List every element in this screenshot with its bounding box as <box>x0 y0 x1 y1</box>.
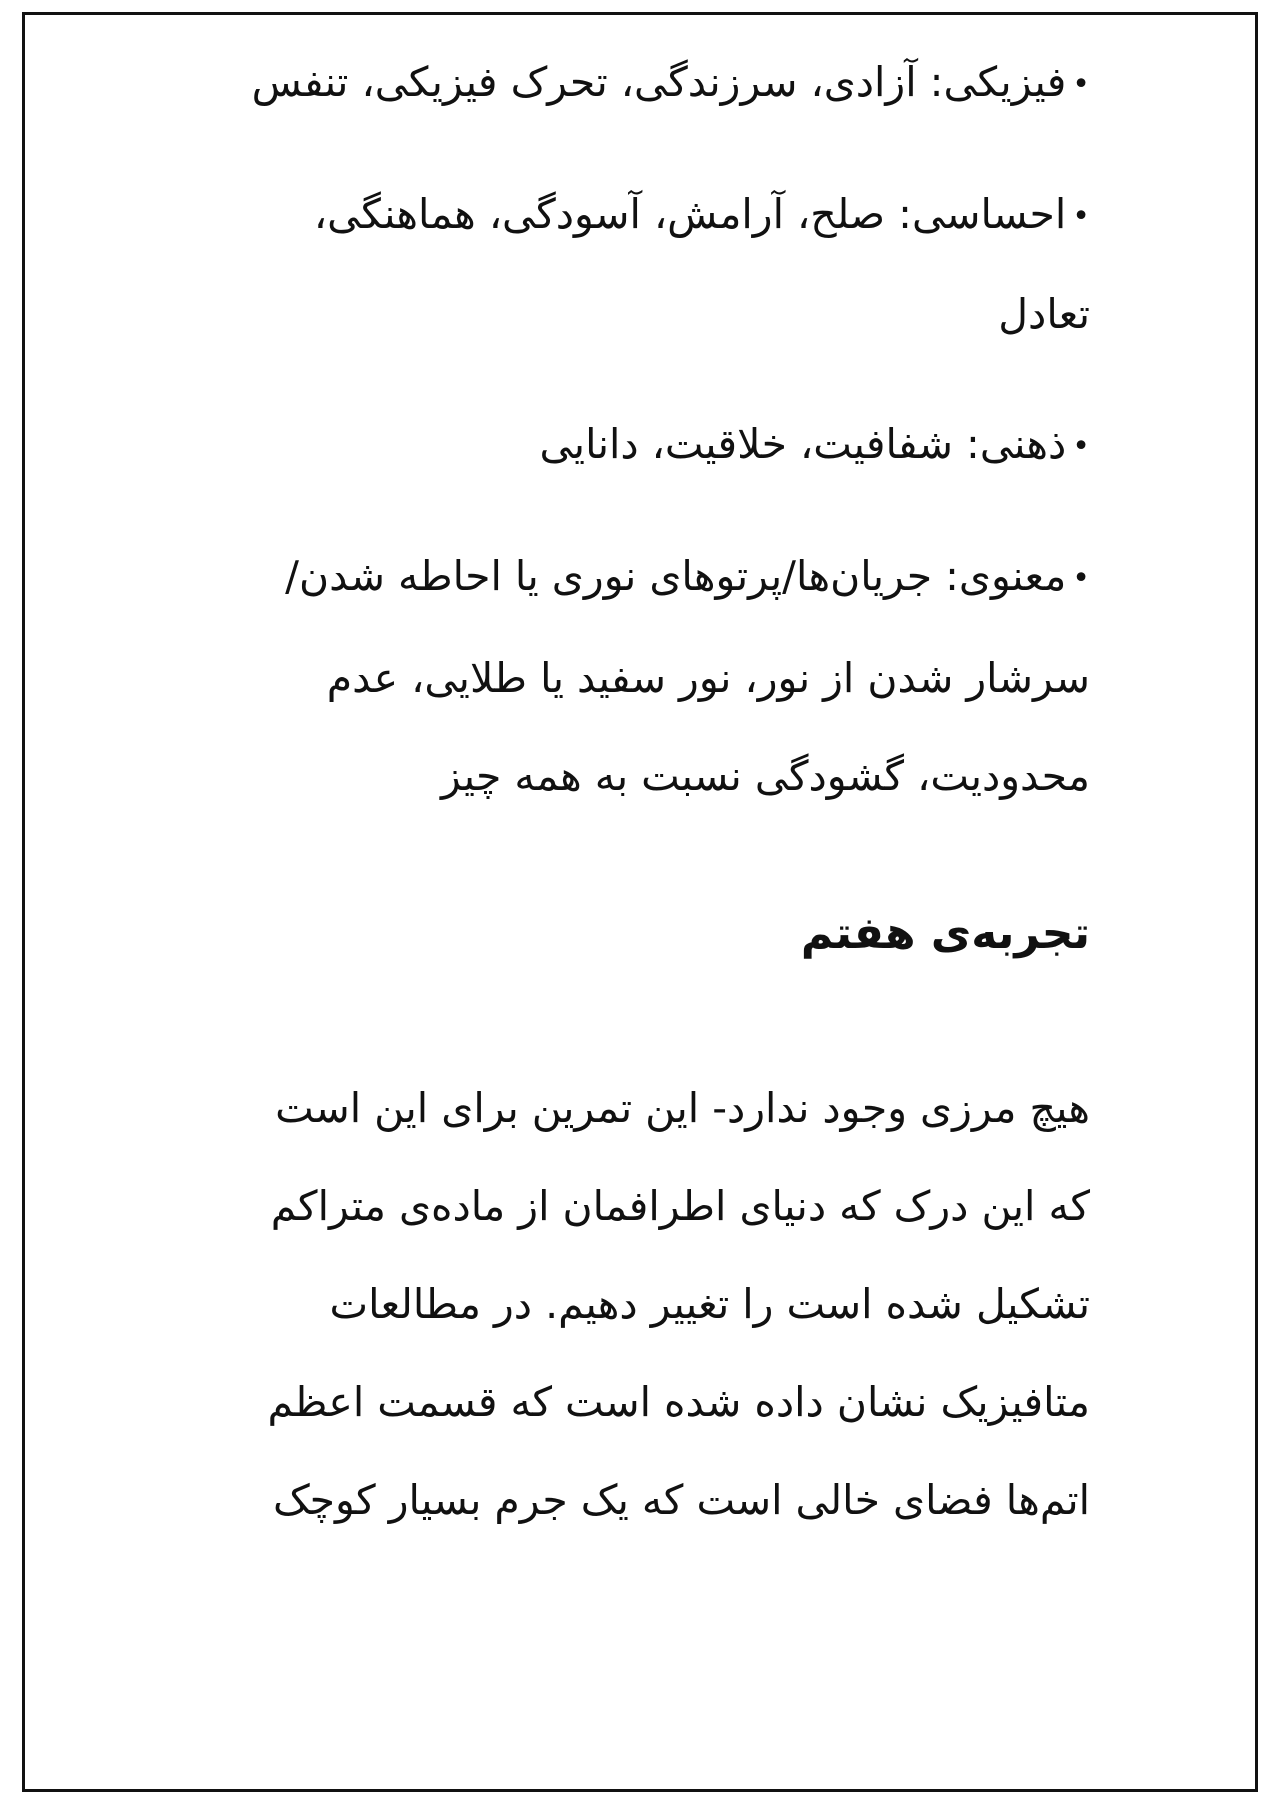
bullet-spiritual-line-3: محدودیت، گشودگی نسبت به همه چیز <box>441 752 1090 800</box>
paragraph-line-2: که این درک که دنیای اطرافمان از ماده‌ی متراکم <box>270 1182 1090 1230</box>
bullet-mental <box>540 414 1091 474</box>
bullet-physical-line-1: فیزیکی: آزادی، سرزندگی، تحرک فیزیکی، تنفس <box>251 58 1067 106</box>
paragraph-line-4: متافیزیک نشان داده شده است که قسمت اعظم <box>267 1378 1090 1426</box>
bullet-spiritual-line-1: معنوی: جریان‌ها/پرتوهای نوری یا احاطه شدن/ <box>285 552 1067 600</box>
paragraph-line-1: هیچ مرزی وجود ندارد- این تمرین برای این است <box>275 1084 1090 1132</box>
section-heading: تجربه‌ی هفتم <box>800 908 1090 959</box>
bullet-emotional <box>314 184 1090 244</box>
bullet-spiritual-line-2: سرشار شدن از نور، نور سفید یا طلایی، عدم <box>326 654 1090 702</box>
bullet-symbol: • <box>1072 199 1090 234</box>
bullet-mental-line-1: ذهنی: شفافیت، خلاقیت، دانایی <box>539 420 1067 468</box>
bullet-emotional-line-1: احساسی: صلح، آرامش، آسودگی، هماهنگی، <box>313 190 1067 238</box>
bullet-physical <box>252 52 1090 112</box>
bullet-symbol: • <box>1072 429 1090 464</box>
bullet-symbol: • <box>1072 561 1090 596</box>
bullet-symbol: • <box>1072 67 1090 102</box>
bullet-spiritual <box>285 546 1090 606</box>
bullet-emotional-line-2: تعادل <box>998 290 1090 338</box>
paragraph-line-5: اتم‌ها فضای خالی است که یک جرم بسیار کوچک <box>272 1476 1090 1524</box>
paragraph-line-3: تشکیل شده است را تغییر دهیم. در مطالعات <box>329 1280 1090 1328</box>
